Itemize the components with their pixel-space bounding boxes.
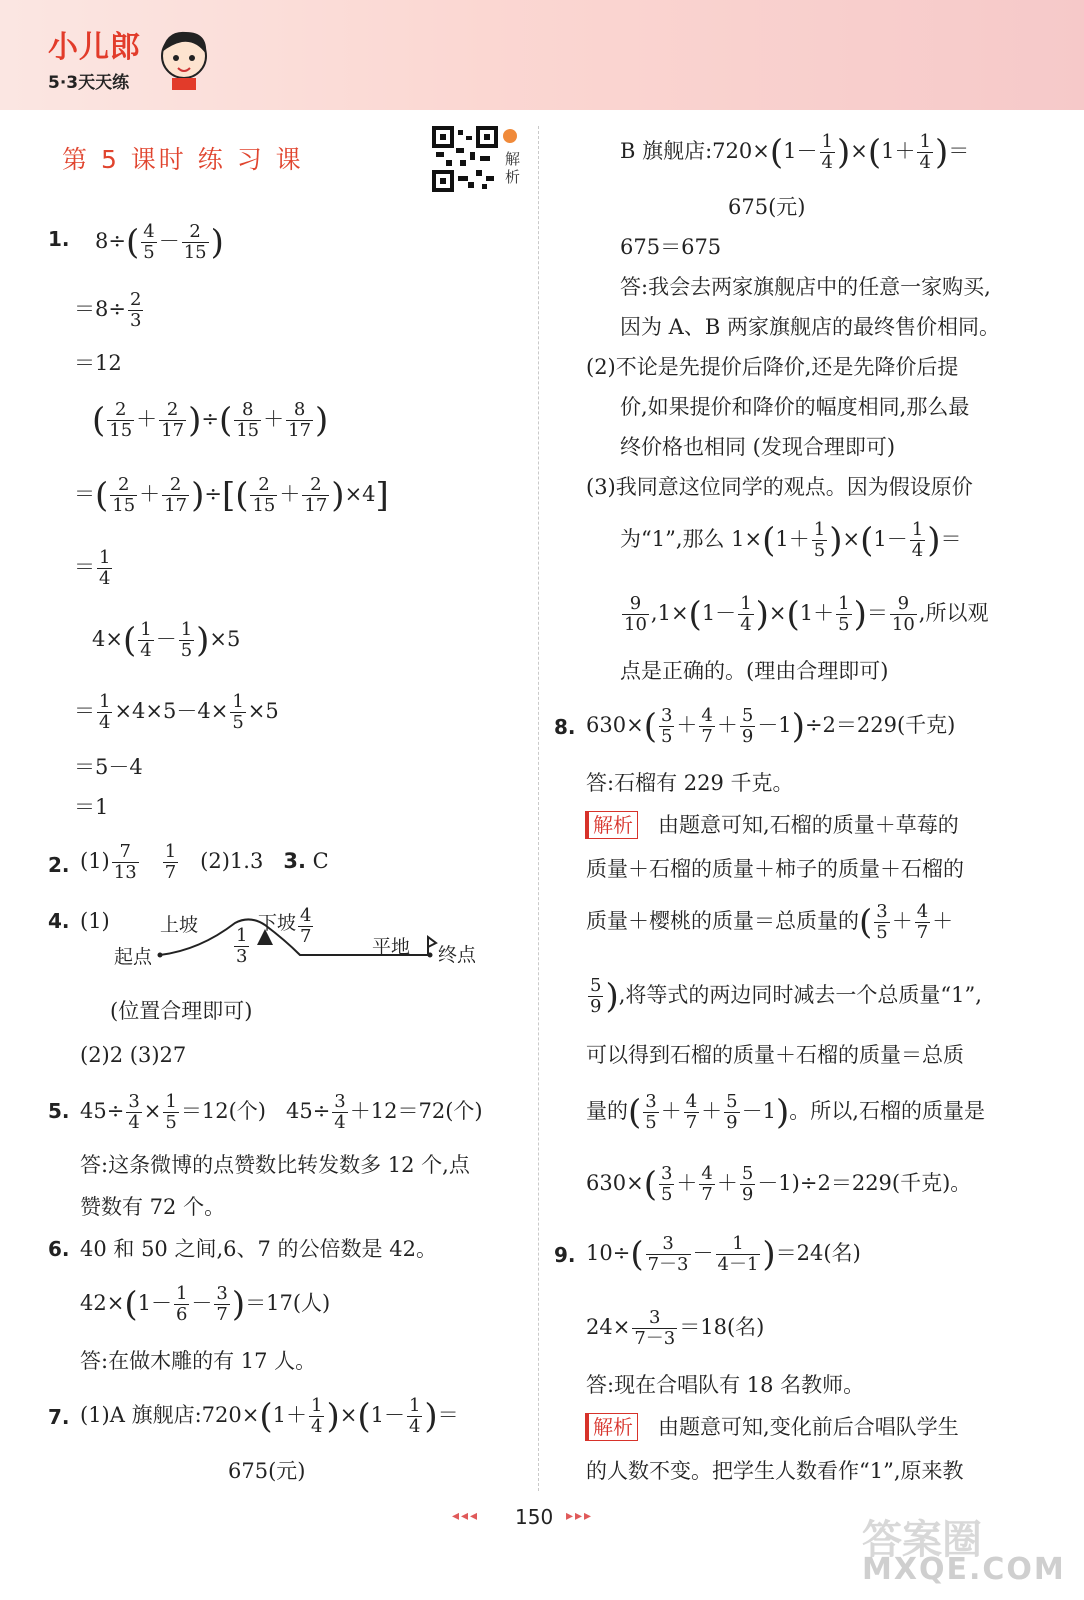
q7-b-label: B 旗舰店:720× [620,139,770,163]
q4-frac-up: $\frac{1}{3}$ [236,925,248,967]
q8-explain-text7: ÷2＝229(千克)。 [799,1171,972,1195]
q4-start: 起点 [114,946,153,968]
q6-eq-tail: ＝17(人) [245,1291,331,1315]
q8-explain-line7: 630×( $\frac{3}{5}$ ＋ $\frac{4}{7}$ ＋ $\frac{5}{9}$ －1)÷2＝229(千克)。 [586,1163,972,1205]
q9-expr2: 24× [586,1315,631,1339]
q8-tail: ÷2＝229(千克) [804,713,956,737]
q8-explain-line3: 质量＋樱桃的质量＝总质量的( $\frac{3}{5}$ ＋ $\frac{4}{7}$ ＋ [586,901,954,943]
q1-expr-a-text: 8÷ [95,229,126,253]
next-arrows-icon: ▸▸▸ [566,1508,594,1524]
q7-p3-line2-text: 为“1”,那么 1× [620,527,763,551]
q8-number: 8. [554,715,576,739]
column-divider [538,126,539,1491]
q7-p3-line3-mid: ,1× [650,601,689,625]
q8-answer: 答:石榴有 229 千克。 [586,771,794,795]
q2-part1: (1) [80,849,110,873]
q8-equation: 630×( $\frac{3}{5}$ ＋ $\frac{4}{7}$ ＋ $\frac{5}{9}$ －1)÷2＝229(千克) [586,705,956,747]
page-number: 150 [515,1505,554,1529]
watermark-logo: 答案圈 [862,1517,982,1563]
q8-explain-text3: 质量＋樱桃的质量＝总质量的 [586,909,859,933]
q1-res-a1-text: ＝8÷ [74,297,126,321]
finish-flag-icon [428,937,436,955]
q8-explain-text1: 由题意可知,石榴的质量＋草莓的 [658,813,959,837]
q8-explain-line5: 可以得到石榴的质量＋石榴的质量＝总质 [586,1043,964,1067]
q6-number: 6. [48,1237,70,1261]
q8-explain-line1 [586,810,959,840]
q7-a-expression: (1)A 旗舰店:720×(1＋ $\frac{1}{4}$ )×(1－ $\frac{1}{4}$ )＝ [80,1395,459,1437]
q4-uphill: 上坡 [160,914,199,936]
q1-res-a1: ＝8÷ $\frac{2}{3}$ [74,289,142,331]
q7-compare: 675＝675 [620,235,722,259]
q8-expr: 630× [586,713,644,737]
q7-p2-line2: 价,如果提价和降价的幅度相同,那么最 [620,395,970,419]
q5-number: 5. [48,1099,70,1123]
q7-a-label: (1)A 旗舰店:720× [80,1403,260,1427]
q8-explain-tag: 解析 [586,811,638,839]
q9-equation2: 24× $\frac{3}{7-3}$ ＝18(名) [586,1307,765,1349]
q8-explain-text6: 量的 [586,1099,628,1123]
q4-number: 4. [48,909,70,933]
q1-res-c3: ＝5－4 [74,755,143,779]
q4-part1: (1) [80,909,110,933]
q8-explain-line6: 量的( $\frac{3}{5}$ ＋ $\frac{4}{7}$ ＋ $\frac{5}{9}$ －1)。所以,石榴的质量是 [586,1091,985,1133]
q9-number: 9. [554,1243,576,1267]
q6-answer: 答:在做木雕的有 17 人。 [80,1349,317,1373]
q1-expr-c-tail: ×5 [209,627,241,651]
q9-answer: 答:现在合唱队有 18 名教师。 [586,1373,865,1397]
q5-answer-line1: 答:这条微博的点赞数比转发数多 12 个,点 [80,1153,470,1177]
qr-label: 解析 [505,150,521,186]
q7-a-result: 675(元) [228,1459,306,1483]
q7-p3-line2: 为“1”,那么 1×(1＋ $\frac{1}{5}$ )×(1－ $\frac{1}{4}$ )＝ [620,519,962,561]
q1-res-c1: ＝ $\frac{1}{4}$ ×4×5－4× $\frac{1}{5}$ ×5 [74,691,279,733]
q5-answer-line2: 赞数有 72 个。 [80,1195,226,1219]
q1-res-a2: ＝12 [74,351,122,375]
q1-expr-c: 4×( $\frac{1}{4}$ － $\frac{1}{5}$ )×5 [92,619,241,661]
series-name: 5·3天天练 [48,73,130,93]
q7-answer-line1: 答:我会去两家旗舰店中的任意一家购买, [620,275,991,299]
q3-answer: C [312,849,329,873]
q2-part2: (2)1.3 [200,849,264,873]
q4-downhill: 下坡 [258,912,297,934]
q4-end: 终点 [438,944,477,966]
q2-answers: (1) $\frac{7}{13}$ $\frac{1}{7}$ (2)1.3 3. C [80,841,329,883]
q5-eq2-tail: ＋12＝72(个) [349,1099,483,1123]
q1-res-b2-text: ＝ [74,555,95,579]
q1-number: 1. [48,227,70,251]
q8-explain-text4: ,将等式的两边同时减去一个总质量“1”, [618,983,982,1007]
q1-res-c4: ＝1 [74,795,109,819]
q4-frac-down: $\frac{4}{7}$ [300,905,312,947]
qr-code-icon[interactable] [432,126,498,192]
q1-expr-c-text: 4× [92,627,123,651]
q4-parts23: (2)2 (3)27 [80,1043,187,1067]
q7-p2-line3: 终价格也相同 (发现合理即可) [620,435,896,459]
q5-eq1-tail: ＝12(个) [180,1099,266,1123]
q8-explain-text6b: 。所以,石榴的质量是 [789,1099,985,1123]
q7-p3-line3: $\frac{9}{10}$ ,1×(1－ $\frac{1}{4}$ )×(1＋ $\frac{1}{5}$ )＝ $\frac{9}{10}$ ,所以观 [624,593,989,635]
q8-explain-line2: 质量＋石榴的质量＋柿子的质量＋石榴的 [586,857,964,881]
watermark-url: MXQE.COM [862,1552,1066,1587]
q6-equation: 42×(1－ $\frac{1}{6}$ － $\frac{3}{7}$ )＝17(人) [80,1283,331,1325]
q9-equation1: 10÷( $\frac{3}{7-3}$ － $\frac{1}{4-1}$ )＝24(名) [586,1233,861,1275]
q3-number: 3. [283,849,306,873]
q1-expr-b: ( $\frac{2}{15}$ ＋ $\frac{2}{17}$ )÷( $\frac{8}{15}$ ＋ $\frac{8}{17}$ ) [92,399,329,441]
q2-number: 2. [48,853,70,877]
q9-explain-line2: 的人数不变。把学生人数看作“1”,原来教 [586,1459,964,1483]
play-icon[interactable] [503,129,517,143]
q7-p3-line3-tail: ,所以观 [918,601,989,625]
q1-res-b1: ＝( $\frac{2}{15}$ ＋ $\frac{2}{17}$ )÷[( $\frac{2}{15}$ ＋ $\frac{2}{17}$ )×4] [74,474,389,516]
q9-explain-line1 [586,1412,959,1442]
q1-res-b2: ＝ $\frac{1}{4}$ [74,547,111,589]
q4-flat: 平地 [372,936,411,958]
prev-arrows-icon: ◂◂◂ [452,1508,480,1524]
q6-line1: 40 和 50 之间,6、7 的公倍数是 42。 [80,1237,437,1261]
q4-note: (位置合理即可) [110,999,253,1023]
q5-equations: 45÷ $\frac{3}{4}$ × $\frac{1}{5}$ ＝12(个) 45÷ $\frac{3}{4}$ ＋12＝72(个) [80,1091,483,1133]
lesson-title: 第 5 课时 练 习 课 [62,145,304,174]
q7-b-result: 675(元) [728,195,806,219]
q9-explain-tag: 解析 [586,1413,638,1441]
q1-expr-a: 8÷( $\frac{4}{5}$ － $\frac{2}{15}$ ) [95,221,224,263]
q7-p2-line1: (2)不论是先提价后降价,还是先降价后提 [586,355,959,379]
q7-answer-line2: 因为 A、B 两家旗舰店的最终售价相同。 [620,315,1000,339]
q7-b-expression: B 旗舰店:720×(1－ $\frac{1}{4}$ )×(1＋ $\frac{1}{4}$ )＝ [620,131,970,173]
q9-expr: 10÷ [586,1241,631,1265]
q7-p3-line4: 点是正确的。(理由合理即可) [620,659,889,683]
mascot-icon [152,22,216,92]
q9-explain-text1: 由题意可知,变化前后合唱队学生 [658,1415,959,1439]
q8-explain-line4: $\frac{5}{9}$ ),将等式的两边同时减去一个总质量“1”, [590,975,982,1017]
brand-logo [48,22,141,93]
q7-p3-line1: (3)我同意这位同学的观点。因为假设原价 [586,475,973,499]
q7-number: 7. [48,1405,70,1429]
q9-tail: ＝24(名) [775,1241,861,1265]
q9-tail2: ＝18(名) [679,1315,765,1339]
brand-name: 小儿郎 [48,30,141,65]
